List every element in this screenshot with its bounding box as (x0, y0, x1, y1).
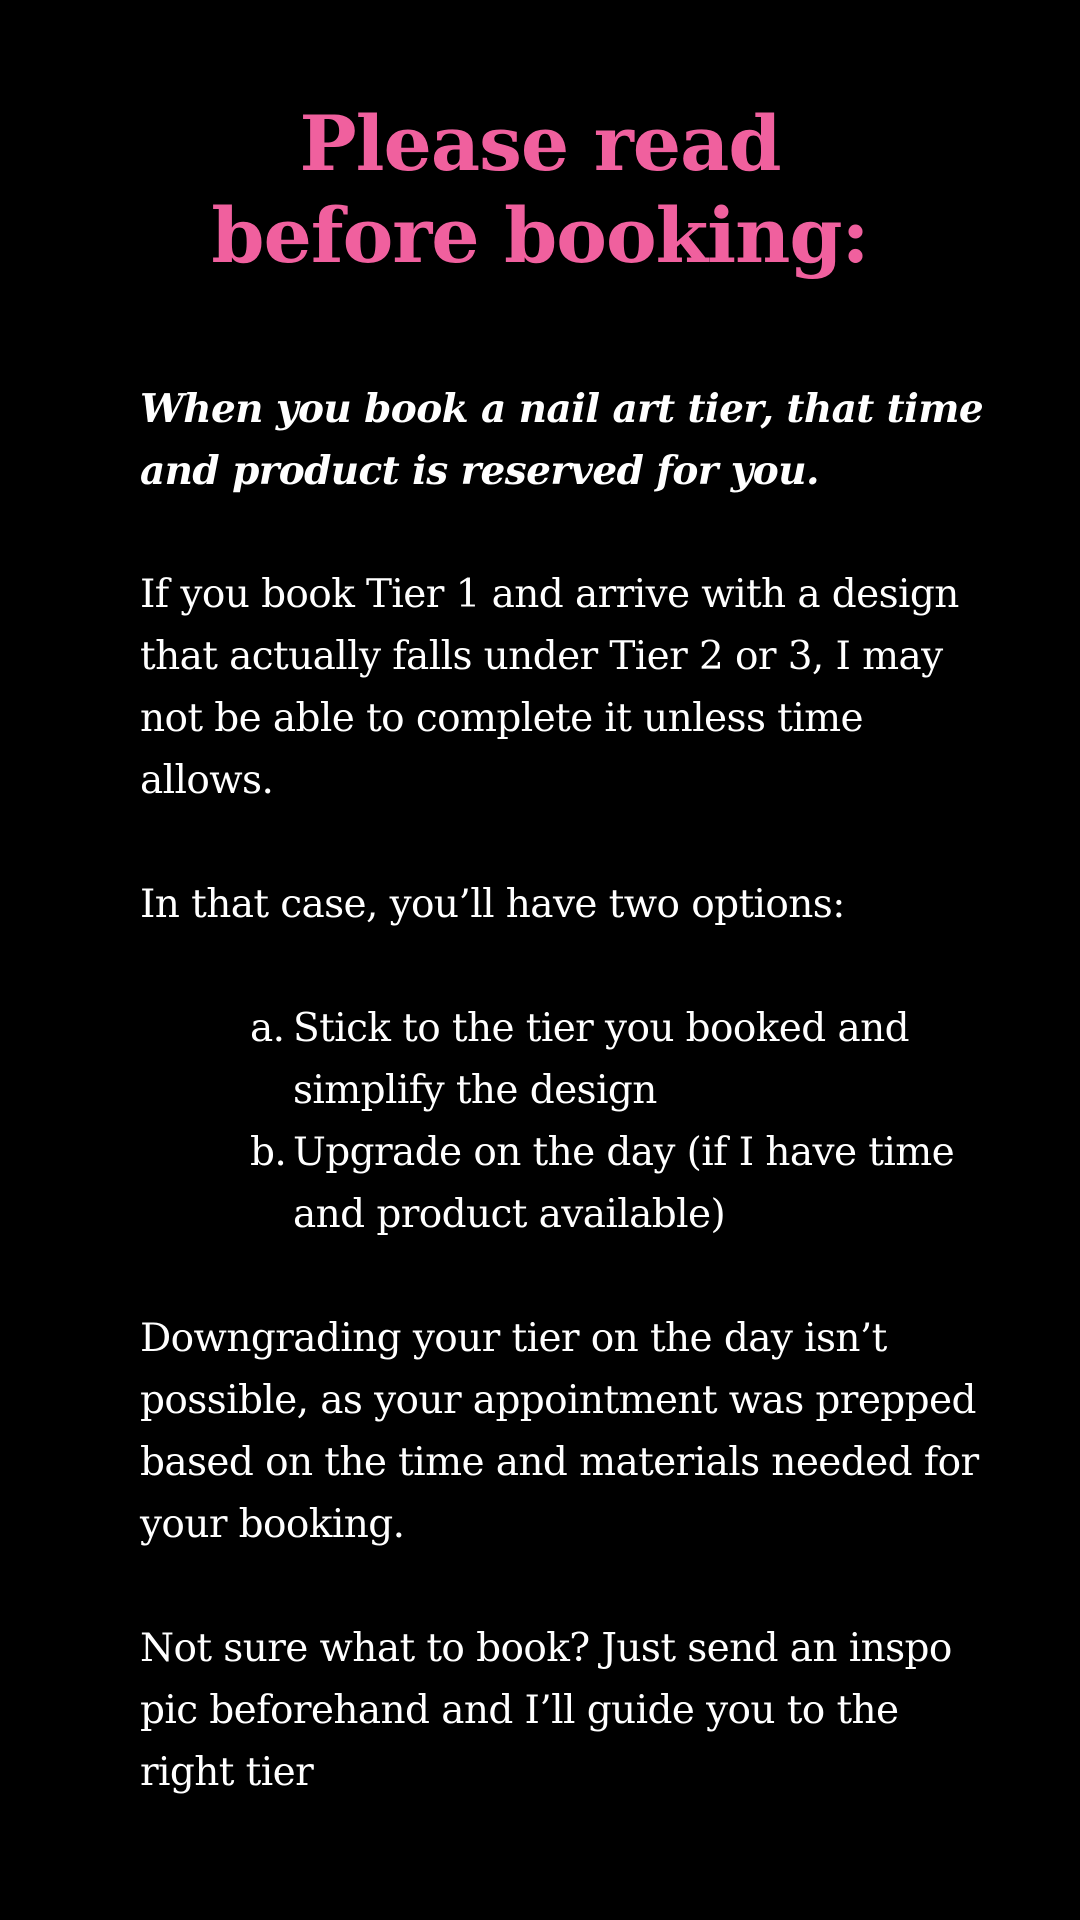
options-lead: In that case, you’ll have two options: (140, 882, 845, 927)
closing-paragraph: Not sure what to book? Just send an inspo pic beforehand and I’ll guide you to the right tier (140, 1626, 952, 1795)
list-marker: a. (250, 1006, 285, 1051)
list-marker: b. (250, 1130, 287, 1175)
list-item (250, 998, 1000, 1122)
intro-paragraph: When you book a nail art tier, that time and product is reserved for you. (140, 386, 984, 494)
list-item (250, 1122, 1000, 1246)
options-list (140, 998, 1000, 1246)
list-item-text: Stick to the tier you booked and simplify the design (293, 1006, 909, 1113)
title-line-2: before booking: (211, 191, 869, 280)
downgrade-note-paragraph: Downgrading your tier on the day isn’t possible, as your appointment was prepped based on the time and materials needed for your booking. (140, 1316, 979, 1547)
list-item-text: Upgrade on the day (if I have time and product available) (293, 1130, 955, 1237)
tier-note-paragraph: If you book Tier 1 and arrive with a design that actually falls under Tier 2 or 3, I may not be able to complete it unless time allows. (140, 572, 959, 803)
policy-content (140, 378, 1000, 1804)
title-line-1: Please read (299, 99, 781, 188)
page-title (0, 98, 1080, 282)
